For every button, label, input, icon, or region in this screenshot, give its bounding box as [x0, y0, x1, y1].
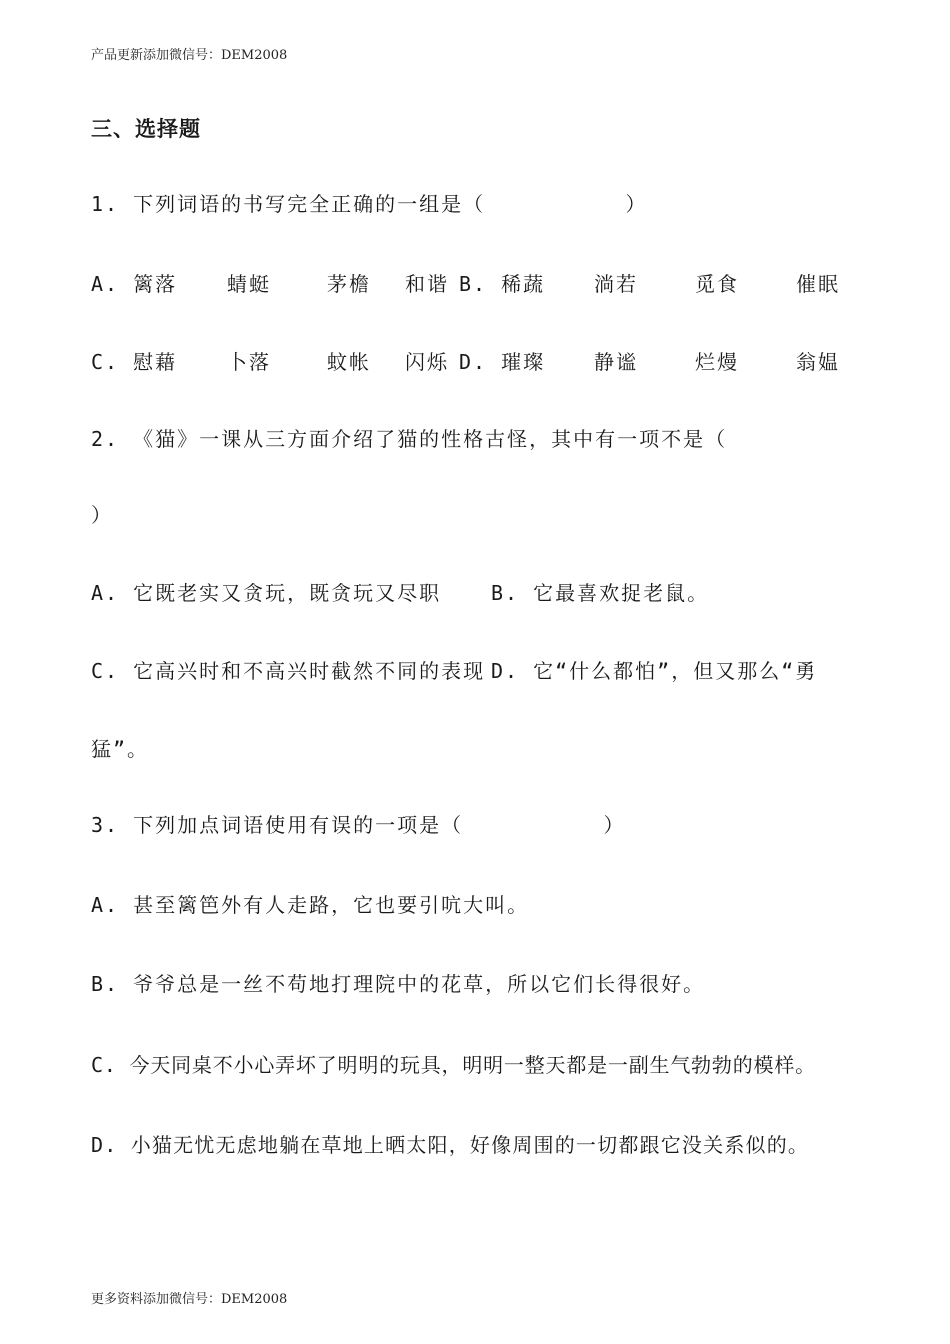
question-3-stem: 3. 下列加点词语使用有误的一项是（ ）: [91, 813, 626, 837]
option-d-word-2: 静谧: [594, 350, 638, 374]
option-c-word-4: 闪烁: [405, 350, 449, 374]
option-a: A. 它既老实又贪玩，既贪玩又尽职: [91, 581, 442, 605]
option-a-word-4: 和谐: [405, 272, 449, 296]
option-d: D. 它“什么都怕”，但又那么“勇: [491, 659, 818, 683]
question-3-option-d: D. 小猫无忧无虑地躺在草地上晒太阳，好像周围的一切都跟它没关系似的。: [91, 1133, 810, 1157]
question-3-option-c: C. 今天同桌不小心弄坏了明明的玩具，明明一整天都是一副生气勃勃的模样。: [91, 1053, 816, 1077]
option-b-word-2: 淌若: [594, 272, 638, 296]
option-a-word-1: A. 篱落: [91, 272, 178, 296]
page-header: 产品更新添加微信号：DEM2008: [91, 48, 288, 63]
option-a-word-3: 茅檐: [327, 272, 371, 296]
option-b-word-3: 觅食: [695, 272, 739, 296]
section-title: 三、选择题: [91, 117, 201, 141]
option-c: C. 它高兴时和不高兴时截然不同的表现: [91, 659, 486, 683]
option-c-word-3: 蚊帐: [327, 350, 371, 374]
option-b-word-4: 催眠: [796, 272, 840, 296]
option-d-continued: 猛”。: [91, 737, 150, 761]
option-b: B. 它最喜欢捉老鼠。: [491, 581, 710, 605]
question-2-stem: 2. 《猫》一课从三方面介绍了猫的性格古怪，其中有一项不是（: [91, 427, 728, 451]
option-b-word-1: B. 稀蔬: [459, 272, 546, 296]
option-a-word-2: 蜻蜓: [227, 272, 271, 296]
option-d-word-4: 翁媪: [796, 350, 840, 374]
question-1-stem: 1. 下列词语的书写完全正确的一组是（ ）: [91, 192, 648, 216]
option-c-word-2: 卜落: [227, 350, 271, 374]
question-3-option-a: A. 甚至篱笆外有人走路，它也要引吭大叫。: [91, 893, 530, 917]
option-c-word-1: C. 慰藉: [91, 350, 178, 374]
question-2-stem-end: ）: [91, 503, 113, 527]
page-footer: 更多资料添加微信号：DEM2008: [91, 1292, 288, 1307]
option-d-word-1: D. 璀璨: [459, 350, 546, 374]
question-3-option-b: B. 爷爷总是一丝不苟地打理院中的花草，所以它们长得很好。: [91, 972, 706, 996]
option-d-word-3: 烂熳: [695, 350, 739, 374]
